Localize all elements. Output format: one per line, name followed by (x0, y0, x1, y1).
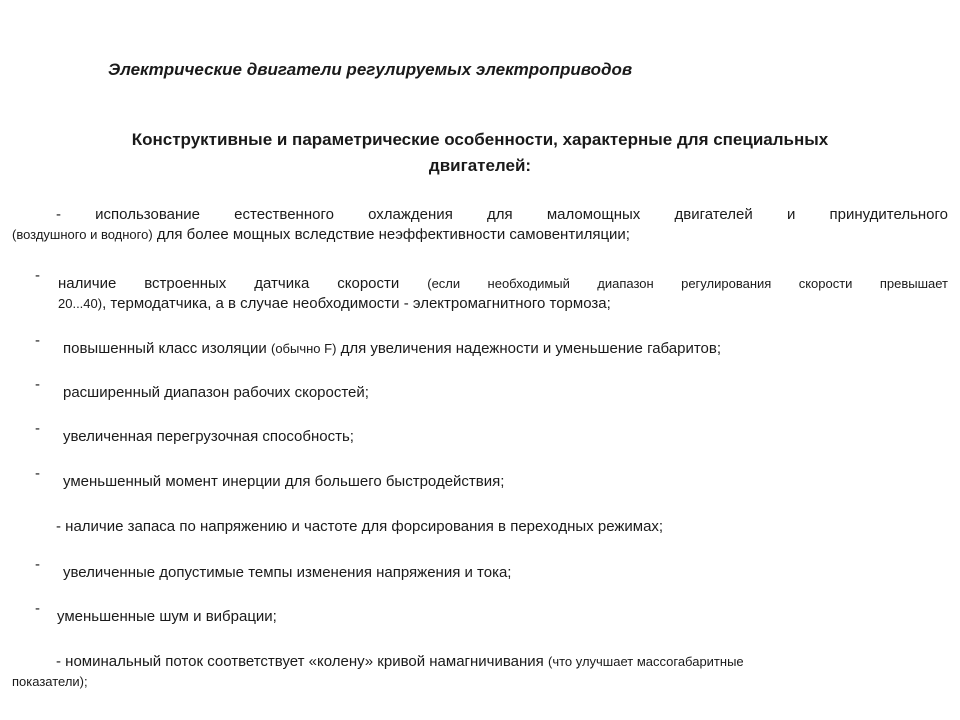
slide-title: Электрические двигатели регулируемых электроприводов (108, 60, 633, 79)
bullet-dash: - (35, 376, 40, 393)
bullet-dash: - (35, 332, 40, 349)
sensors-main-text: наличие встроенных датчика скорости (58, 275, 428, 292)
list-item-overload: увеличенная перегрузочная способность; (63, 428, 354, 445)
insulation-rest-text: для увеличения надежности и уменьшение габаритов; (336, 340, 722, 357)
list-item-rates: увеличенные допустимые темпы изменения напряжения и тока; (63, 564, 512, 581)
sensors-line-2 (58, 295, 611, 312)
flux-line-1 (12, 653, 744, 670)
sensors-range-text: 20...40) (58, 296, 103, 311)
list-item-flux (12, 652, 948, 692)
sensors-line-1 (58, 274, 948, 294)
flux-main-text: - номинальный поток соответствует «колену» кривой намагничивания (56, 653, 548, 670)
cooling-small-text: (воздушного и водного) (12, 227, 153, 242)
flux-small-text: (что улучшает массогабаритные (547, 654, 744, 669)
bullet-dash: - (35, 420, 40, 437)
bullet-dash: - (35, 600, 40, 617)
list-item-insulation (63, 339, 721, 359)
insulation-small-text: (обычно F) (270, 341, 337, 356)
heading-line-1: Конструктивные и параметрические особенности, характерные для специальных (131, 130, 829, 149)
cooling-line-1: - использование естественного охлаждения для маломощных двигателей и принудительного (56, 206, 948, 223)
flux-line-2: показатели); (12, 674, 88, 689)
list-item-reserve: - наличие запаса по напряжению и частоте для форсирования в переходных режимах; (56, 518, 664, 535)
list-item-cooling (12, 205, 948, 245)
cooling-line-2 (12, 226, 630, 243)
list-item-sensors (58, 274, 948, 314)
cooling-rest-text: для более мощных вследствие неэффективности самовентиляции; (152, 226, 630, 243)
heading-line-2: двигателей: (428, 156, 532, 175)
bullet-dash: - (35, 267, 40, 284)
section-heading (0, 127, 960, 179)
list-item-speed-range: расширенный диапазон рабочих скоростей; (63, 384, 369, 401)
list-item-noise: уменьшенные шум и вибрации; (57, 608, 277, 625)
bullet-dash: - (35, 556, 40, 573)
sensors-small-text: (если необходимый диапазон регулирования скорости превышает (427, 276, 948, 291)
list-item-inertia: уменьшенный момент инерции для большего быстродействия; (63, 473, 505, 490)
insulation-main-text: повышенный класс изоляции (63, 340, 271, 357)
bullet-dash: - (35, 465, 40, 482)
sensors-rest-text: , термодатчика, а в случае необходимости - электромагнитного тормоза; (102, 295, 611, 312)
